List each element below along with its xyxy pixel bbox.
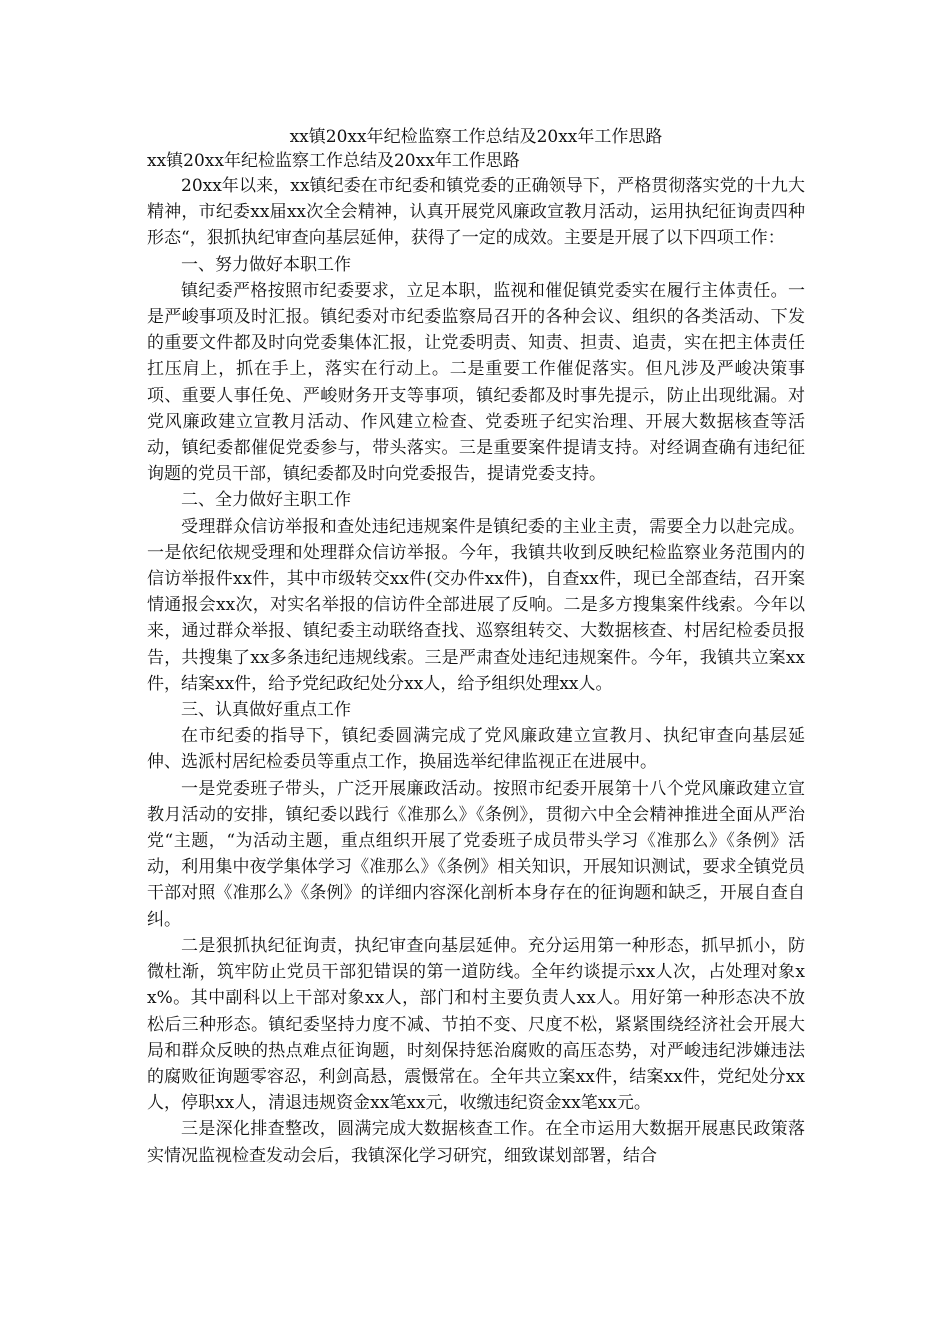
- document-subtitle: xx镇20xx年纪检监察工作总结及20xx年工作思路: [147, 151, 520, 171]
- intro-paragraph: 20xx年以来，xx镇纪委在市纪委和镇党委的正确领导下，严格贯彻落实党的十九大精神，市纪委xx届xx次全会精神，认真开展党风廉政宣教月活动，运用执纪征询责四种形态“，狠抓执纪审查向基层延伸，获得了一定的成效。主要是开展了以下四项工作：: [147, 176, 805, 249]
- section-1-body: 镇纪委严格按照市纪委要求，立足本职，监视和催促镇党委实在履行主体责任。一是严峻事项及时汇报。镇纪委对市纪委监察局召开的各种会议、组织的各类活动、下发的重要文件都及时向党委集体汇报，让党委明责、知责、担责、追责，实在把主体责任扛压肩上，抓在手上，落实在行动上。二是重要工作催促落实。但凡涉及严峻决策事项、重要人事任免、严峻财务开支等事项，镇纪委都及时事先提示，防止出现纰漏。对党风廉政建立宣教月活动、作风建立检查、党委班子纪实治理、开展大数据核查等活动，镇纪委都催促党委参与，带头落实。三是重要案件提请支持。对经调查确有违纪征询题的党员干部，镇纪委都及时向党委报告，提请党委支持。: [147, 280, 805, 485]
- section-3-body-1: 在市纪委的指导下，镇纪委圆满完成了党风廉政建立宣教月、执纪审查向基层延伸、选派村居纪检委员等重点工作，换届选举纪律监视正在进展中。: [147, 726, 805, 773]
- section-2-heading: 二、全力做好主职工作: [181, 490, 351, 511]
- document-page: [147, 125, 805, 1169]
- document-title: xx镇20xx年纪检监察工作总结及20xx年工作思路: [289, 127, 663, 147]
- section-3-body-3: 二是狠抓执纪征询责，执纪审查向基层延伸。充分运用第一种形态，抓早抓小，防微杜渐，筑牢防止党员干部犯错误的第一道防线。全年约谈提示xx人次，占处理对象xx%。其中副科以上干部对象xx人，部门和村主要负责人xx人。用好第一种形态决不放松后三种形态。镇纪委坚持力度不减、节拍不变、尺度不松，紧紧围绕经济社会开展大局和群众反映的热点难点征询题，时刻保持惩治腐败的高压态势，对严峻违纪涉嫌违法的腐败征询题零容忍，利剑高悬，震慑常在。全年共立案xx件，结案xx件，党纪处分xx人，停职xx人，清退违规资金xx笔xx元，收缴违纪资金xx笔xx元。: [147, 935, 805, 1114]
- section-2-body: 受理群众信访举报和查处违纪违规案件是镇纪委的主业主责，需要全力以赴完成。一是依纪依规受理和处理群众信访举报。今年，我镇共收到反映纪检监察业务范围内的信访举报件xx件，其中市级转交xx件(交办件xx件)，自查xx件，现已全部查结，召开案情通报会xx次，对实名举报的信访件全部进展了反响。二是多方搜集案件线索。今年以来，通过群众举报、镇纪委主动联络查找、巡察组转交、大数据核查、村居纪检委员报告，共搜集了xx多条违纪违规线索。三是严肃查处违纪违规案件。今年，我镇共立案xx件，结案xx件，给予党纪政纪处分xx人，给予组织处理xx人。: [147, 516, 805, 694]
- section-3-body-2: 一是党委班子带头，广泛开展廉政活动。按照市纪委开展第十八个党风廉政建立宣教月活动的安排，镇纪委以践行《准那么》《条例》，贯彻六中全会精神推进全面从严治党“主题，“为活动主题，重点组织开展了党委班子成员带头学习《准那么》《条例》活动，利用集中夜学集体学习《准那么》《条例》相关知识，开展知识测试，要求全镇党员干部对照《准那么》《条例》的详细内容深化剖析本身存在的征询题和缺乏，开展自查自纠。: [147, 778, 805, 930]
- section-3-body-4: 三是深化排查整改，圆满完成大数据核查工作。在全市运用大数据开展惠民政策落实情况监视检查发动会后，我镇深化学习研究，细致谋划部署，结合: [147, 1119, 805, 1166]
- section-3-heading: 三、认真做好重点工作: [181, 700, 351, 721]
- section-1-heading: 一、努力做好本职工作: [181, 254, 351, 275]
